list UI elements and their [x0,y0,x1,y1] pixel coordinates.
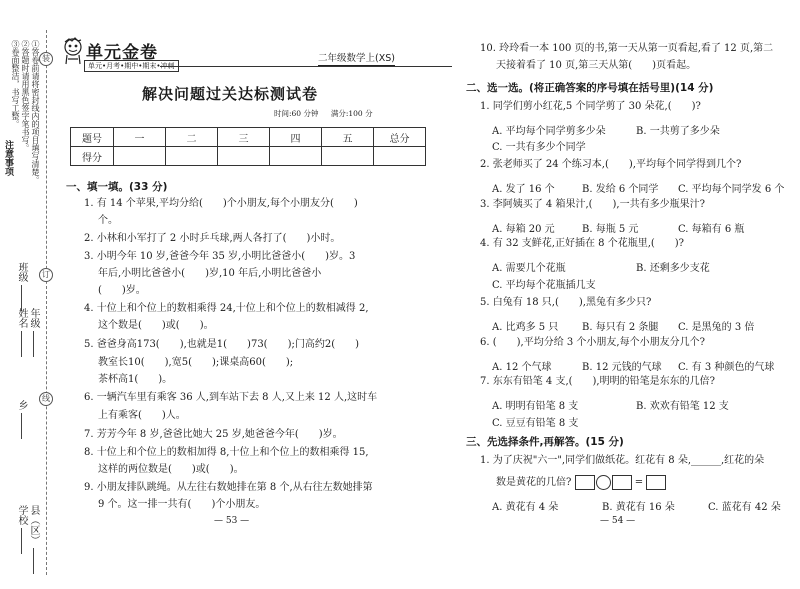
s2-question: 1. 同学们剪小红花,5 个同学剪了 30 朵花,( )? [480,101,701,112]
binding-hole: 线 [39,392,53,406]
option-a[interactable]: A. 需要几个花瓶 [492,263,566,274]
mascot-icon [62,37,84,65]
s2-question: 2. 张老师买了 24 个练习本,( ),平均每个同学得到几个? [480,159,742,170]
page-title: 解决问题过关达标测试卷 [142,85,319,103]
s1-line: 6. 一辆汽车里有乘客 36 人,到车站下去 8 人,又上来 12 人,这时车 [84,392,378,403]
s1-line: 这个数是( )或( )。 [98,320,214,331]
answer-box[interactable] [612,475,632,490]
county-field[interactable]: 县（区） [26,505,41,577]
score-header-cell: 二 [166,128,218,147]
school-field[interactable]: 学校 [14,505,29,557]
grade-label: 二年级数学上(XS) [318,50,395,67]
notice-label: 注意事项 [3,140,13,176]
option-b[interactable]: B. 黄花有 16 朵 [602,502,675,513]
s1-line: 5. 爸爸身高173( ),也就是1( )73( );门高约2( ) [84,339,360,350]
brand-subtitle: 单元•月考•期中•期末•冲刺 [84,60,179,72]
option-a[interactable]: A. 黄花有 4 朵 [492,502,559,513]
grade-field[interactable]: 年级 [26,308,41,360]
s1-line: 年后,小明比爸爸小( )岁,10 年后,小明比爸爸小 [98,268,322,279]
s2-question: 4. 有 32 支鲜花,正好插在 8 个花瓶里,( )? [480,238,685,249]
s2-question: 7. 东东有铅笔 4 支,( ),明明的铅笔是东东的几倍? [480,376,715,387]
s1-line: 2. 小林和小军打了 2 小时乒乓球,两人各打了( )小时。 [84,233,341,244]
option-a[interactable]: A. 每箱 20 元 [492,224,555,235]
option-c[interactable]: C. 一共有多少个同学 [492,142,586,153]
q10-line: 天接着看了 10 页,第三天从第( )页看起。 [496,60,697,71]
option-c[interactable]: C. 豆豆有铅笔 8 支 [492,418,579,429]
score-header-cell: 题号 [71,128,114,147]
s1-line: 8. 十位上和个位上的数相加得 8,十位上和个位上的数相乘得 15, [84,447,369,458]
binding-hole: 装 [39,52,53,66]
s1-line: 这样的两位数是( )或( )。 [98,464,244,475]
binding-strip [0,0,58,589]
page-number: — 54 — [600,516,636,526]
s1-line: 茶杯高1( )。 [98,374,173,385]
name-field[interactable]: 姓名 [14,308,29,360]
option-a[interactable]: A. 明明有铅笔 8 支 [492,401,579,412]
score-cell[interactable] [114,147,166,166]
section-1-title: 一、填一填。(33 分) [66,181,168,193]
binding-hole: 订 [39,268,53,282]
option-c[interactable]: C. 每箱有 6 瓶 [678,224,745,235]
instruction-2: ②答题时请用黑色签字笔书写。 [21,40,30,152]
score-cell[interactable] [166,147,218,166]
brand-title: 单元金卷 [86,43,158,63]
option-b[interactable]: B. 一共剪了多少朵 [636,126,720,137]
section-3-title: 三、先选择条件,再解答。(15 分) [466,436,624,448]
header-divider [160,66,452,67]
s2-question: 6. ( ),平均分给 3 个小朋友,每个小朋友分几个? [480,337,705,348]
score-cell[interactable] [374,147,426,166]
option-a[interactable]: A. 12 个气球 [492,362,552,373]
s1-line: ( )岁。 [98,285,146,296]
score-table-header-row [71,128,426,147]
s1-line: 3. 小明今年 10 岁,爸爸今年 35 岁,小明比爸爸小( )岁。3 [84,251,356,262]
time-limit: 时间:60 分钟 [274,109,319,118]
option-b[interactable]: B. 欢欢有铅笔 12 支 [636,401,729,412]
option-c[interactable]: C. 是黑兔的 3 倍 [678,322,755,333]
score-header-cell: 五 [322,128,374,147]
q10-line: 10. 玲玲看一本 100 页的书,第一天从第一页看起,看了 12 页,第二 [480,43,774,54]
operator-circle[interactable] [596,475,611,490]
option-a[interactable]: A. 平均每个同学剪多少朵 [492,126,606,137]
option-c[interactable]: C. 平均每个花瓶插几支 [492,280,596,291]
s1-line: 个。 [98,215,118,226]
score-row-label: 得分 [71,147,114,166]
s1-line: 9 个。这一排一共有( )个小朋友。 [98,499,266,510]
option-b[interactable]: B. 发给 6 个同学 [582,184,659,195]
option-b[interactable]: B. 12 元钱的气球 [582,362,662,373]
s2-question: 5. 白兔有 18 只,( ),黑兔有多少只? [480,297,652,308]
s2-question: 3. 李阿姨买了 4 箱果汁,( ),一共有多少瓶果汁? [480,199,705,210]
s1-line: 4. 十位上和个位上的数相乘得 24,十位上和个位上的数相减得 2, [84,303,369,314]
s1-line: 上有乘客( )人。 [98,410,186,421]
option-c[interactable]: C. 蓝花有 42 朵 [708,502,781,513]
town-field[interactable]: 乡 [14,400,29,442]
s1-line: 9. 小朋友排队跳绳。从左往右数她排在第 8 个,从右往左数她排第 [84,482,373,493]
exam-time-info [274,108,383,119]
score-header-cell: 四 [270,128,322,147]
instruction-3: ③卷面整洁，书写工整。 [11,40,20,128]
equals-sign: = [634,477,644,488]
s3-question-line-2 [496,474,666,491]
option-c[interactable]: C. 有 3 种颜色的气球 [678,362,775,373]
s3-question-line: 1. 为了庆祝"六一",同学们做纸花。红花有 8 朵,______,红花的朵 [480,455,765,466]
score-table [70,127,426,166]
class-field[interactable]: 班级 [14,262,29,314]
option-b[interactable]: B. 还剩多少支花 [636,263,710,274]
right-page [452,0,800,589]
option-b[interactable]: B. 每瓶 5 元 [582,224,639,235]
score-table-score-row [71,147,426,166]
score-header-cell: 一 [114,128,166,147]
seal-line [46,30,47,575]
full-score: 满分:100 分 [330,109,373,118]
score-cell[interactable] [270,147,322,166]
option-a[interactable]: A. 比鸡多 5 只 [492,322,559,333]
answer-box[interactable] [575,475,595,490]
s1-line: 7. 芳芳今年 8 岁,爸爸比她大 25 岁,她爸爸今年( )岁。 [84,429,343,440]
s1-line: 1. 有 14 个苹果,平均分给( )个小朋友,每个小朋友分( ) [84,198,358,209]
page-number: — 53 — [214,516,250,526]
option-c[interactable]: C. 平均每个同学发 6 个 [678,184,785,195]
option-a[interactable]: A. 发了 16 个 [492,184,555,195]
score-header-cell: 三 [218,128,270,147]
score-cell[interactable] [218,147,270,166]
s1-line: 教室长10( ),宽5( );课桌高60( ); [98,357,294,368]
answer-box[interactable] [646,475,666,490]
s3-question-text: 数是黄花的几倍? [496,477,572,488]
option-b[interactable]: B. 每只有 2 条腿 [582,322,659,333]
score-header-cell: 总分 [374,128,426,147]
score-cell[interactable] [322,147,374,166]
instruction-1: ①答卷前请将密封线内的项目填写清楚。 [31,40,40,184]
section-2-title: 二、选一选。(将正确答案的序号填在括号里)(14 分) [466,82,714,94]
